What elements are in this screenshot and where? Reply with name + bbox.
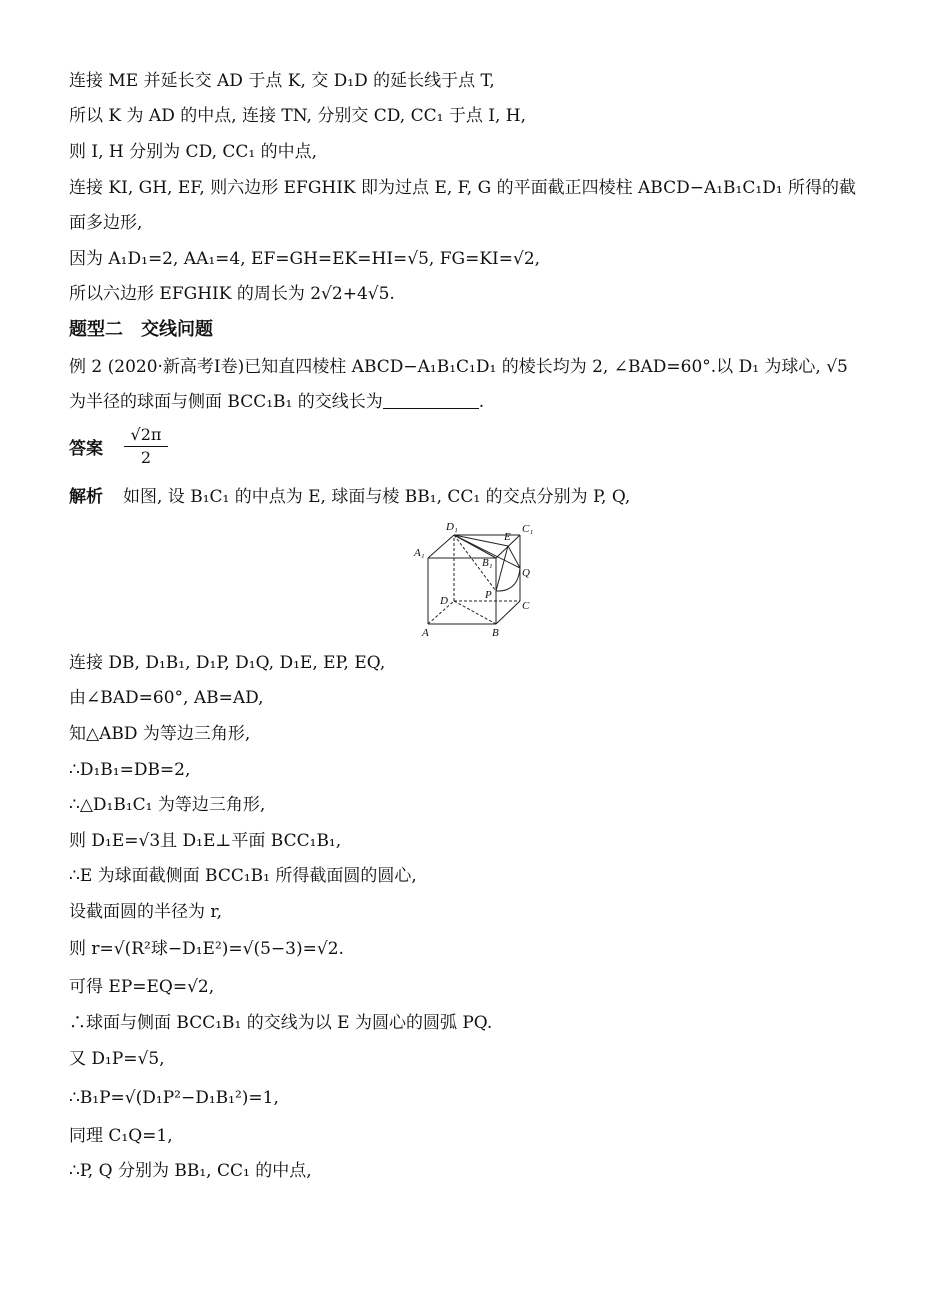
label-c: C xyxy=(522,600,530,612)
text-line: 则 I, H 分别为 CD, CC₁ 的中点, xyxy=(69,142,318,162)
text-line: ∴B₁P=√(D₁P²−D₁B₁²)=1, xyxy=(69,1088,279,1108)
fraction-denominator: 2 xyxy=(140,448,152,467)
label-c1: C₁ xyxy=(522,523,534,535)
fraction-numerator: √2π xyxy=(124,424,168,447)
text-line: ∴球面与侧面 BCC₁B₁ 的交线为以 E 为圆心的圆弧 PQ. xyxy=(69,1013,493,1033)
text-line: 所以六边形 EFGHIK 的周长为 2√2+4√5. xyxy=(69,284,395,304)
label-d1: D₁ xyxy=(446,521,458,533)
text-line: ∴E 为球面截侧面 BCC₁B₁ 所得截面圆的圆心, xyxy=(69,866,417,886)
text-line: 知△ABD 为等边三角形, xyxy=(69,724,251,744)
label-a: A xyxy=(422,627,429,639)
text-line: 又 D₁P=√5, xyxy=(69,1049,165,1069)
text-line: 则 r=√(R²球−D₁E²)=√(5−3)=√2. xyxy=(69,939,344,959)
label-b: B xyxy=(492,627,499,639)
answer-blank xyxy=(383,392,479,409)
label-d: D xyxy=(440,595,448,607)
text-line: 可得 EP=EQ=√2, xyxy=(69,977,215,997)
text-line: 所以 K 为 AD 的中点, 连接 TN, 分别交 CD, CC₁ 于点 I, H, xyxy=(69,106,526,126)
answer-fraction xyxy=(124,424,168,469)
answer-label: 答案 xyxy=(69,439,103,459)
example-line: 为半径的球面与侧面 BCC₁B₁ 的交线长为 . xyxy=(69,392,485,412)
text-line: 同理 C₁Q=1, xyxy=(69,1126,173,1146)
text-line: 设截面圆的半径为 r, xyxy=(69,902,223,922)
text-line: 面多边形, xyxy=(69,213,143,233)
text-line: 因为 A₁D₁=2, AA₁=4, EF=GH=EK=HI=√5, FG=KI=√2, xyxy=(69,249,541,269)
text-line: 由∠BAD=60°, AB=AD, xyxy=(69,688,264,708)
text-line: 连接 ME 并延长交 AD 于点 K, 交 D₁D 的延长线于点 T, xyxy=(69,71,495,91)
text-line: ∴D₁B₁=DB=2, xyxy=(69,760,191,780)
text-line: 则 D₁E=√3且 D₁E⊥平面 BCC₁B₁, xyxy=(69,831,342,851)
text-line: ∴P, Q 分别为 BB₁, CC₁ 的中点, xyxy=(69,1161,312,1181)
text-line: 连接 DB, D₁B₁, D₁P, D₁Q, D₁E, EP, EQ, xyxy=(69,653,386,673)
label-e: E xyxy=(504,531,511,543)
label-b1: B₁ xyxy=(482,557,493,569)
analysis-line: 解析 如图, 设 B₁C₁ 的中点为 E, 球面与棱 BB₁, CC₁ 的交点分别为 P, Q, xyxy=(69,487,631,507)
section-heading: 题型二 交线问题 xyxy=(69,319,213,340)
text-line: ∴△D₁B₁C₁ 为等边三角形, xyxy=(69,795,266,815)
label-a1: A₁ xyxy=(414,547,425,559)
text-line: 连接 KI, GH, EF, 则六边形 EFGHIK 即为过点 E, F, G 的平面截正四棱柱 ABCD−A₁B₁C₁D₁ 所得的截 xyxy=(69,178,857,198)
label-p: P xyxy=(485,589,492,601)
analysis-label: 解析 xyxy=(69,487,103,507)
label-q: Q xyxy=(522,567,530,579)
example-line: 例 2 (2020·新高考Ⅰ卷)已知直四棱柱 ABCD−A₁B₁C₁D₁ 的棱长均为 2, ∠BAD=60°.以 D₁ 为球心, √5 xyxy=(69,357,848,377)
prism-figure xyxy=(412,518,542,642)
